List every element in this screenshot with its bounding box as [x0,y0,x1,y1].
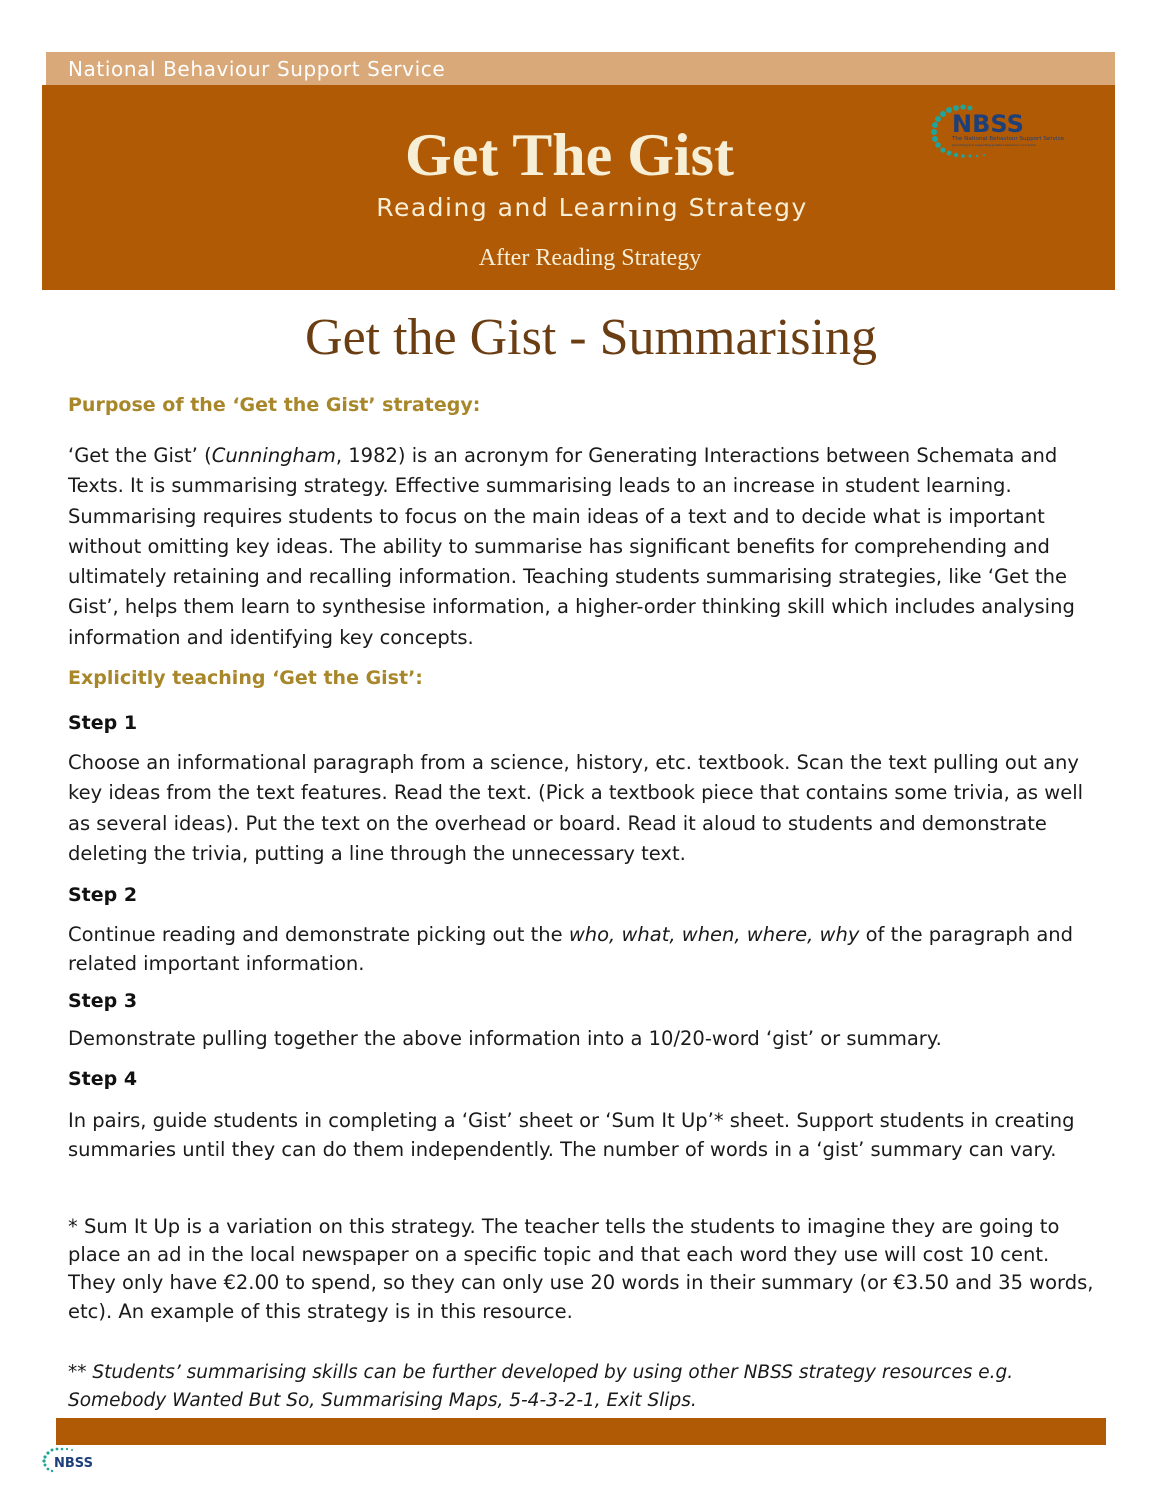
step-3-heading: Step 3 [68,990,138,1012]
footer-logo-mark [40,1446,106,1478]
step-1-heading: Step 1 [68,712,138,734]
step-1-text: Choose an informational paragraph from a science, history, etc. textbook. Scan the text pulling out any key ideas from the text features. Read the text. (Pick a textbook piece that contains some trivia, as well as several ideas). Put the text on the overhead or board. Read it aloud to students and demonstrate deleting the trivia, putting a line through the unnecessary text. [68,751,1084,865]
purpose-heading: Purpose of the ‘Get the Gist’ strategy: [68,394,481,416]
org-name: National Behaviour Support Service [68,57,446,81]
footnote-text: Students’ summarising skills can be further developed by using other NBSS strategy resources e.g. Somebody Wanted But So, Summarising Maps, 5-4-3-2-1, Exit Slips. [68,1362,1014,1411]
banner-category: After Reading Strategy [478,245,702,271]
footer-logo-text: NBSS [54,1456,93,1471]
step-2-text-start: Continue reading and demonstrate picking out the [68,923,569,946]
org-bar [46,52,1115,85]
step-2-text [68,921,1098,978]
nbss-logo-mark [900,98,1065,178]
footnote-prefix: ** [68,1362,93,1383]
step-3-text: Demonstrate pulling together the above information into a 10/20-word ‘gist’ or summary. [68,1027,942,1050]
nbss-logo [900,98,1065,178]
banner-subtitle: Reading and Learning Strategy [376,193,808,222]
footer-bar [56,1418,1106,1445]
footer-logo [40,1446,106,1478]
logo-tagline: promoting and supporting positive behaviour in schools [952,143,1036,147]
logo-caption: The National Behaviour Support Service [952,136,1064,142]
purpose-paragraph [68,441,1098,653]
purpose-citation: Cunningham [211,444,336,467]
step-4-heading: Step 4 [68,1068,138,1090]
step-2-italic: who, what, when, where, why [568,923,860,946]
purpose-text-start: ‘Get the Gist’ ( [68,444,212,467]
purpose-text-rest: , 1982) is an acronym for Generating Interactions between Schemata and Texts. It is summarising strategy. Effective summarising leads to an increase in student learning. Summarising requires students to focus on the main ideas of a text and to decide what is important without omitting key ideas. The ability to summarise has significant benefits for comprehending and ultimately retaining and recalling information. Teaching students summarising strategies, like ‘Get the Gist’, helps them learn to synthesise information, a higher-order thinking skill which includes analysing information and identifying key concepts. [68,444,1075,649]
banner-title: Get The Gist [405,122,734,188]
step-4-text: In pairs, guide students in completing a ‘Gist’ sheet or ‘Sum It Up’* sheet. Support students in creating summaries until they can do them independently. The number of words in a ‘gist’ summary can vary. [68,1109,1075,1161]
logo-text: NBSS [952,110,1024,138]
step-2-text-rest: of the paragraph and related important information. [68,923,1074,975]
page-title: Get the Gist - Summarising [305,309,877,366]
step-2-heading: Step 2 [68,884,138,906]
sum-it-up-note: * Sum It Up is a variation on this strategy. The teacher tells the students to imagine they are going to place an ad in the local newspaper on a specific topic and that each word they use will cost 10 cent. They only have €2.00 to spend, so they can only use 20 words in their summary (or €3.50 and 35 words, etc). An example of this strategy is in this resource. [68,1215,1094,1323]
footnote [68,1359,1098,1414]
explicit-heading: Explicitly teaching ‘Get the Gist’: [68,667,423,689]
